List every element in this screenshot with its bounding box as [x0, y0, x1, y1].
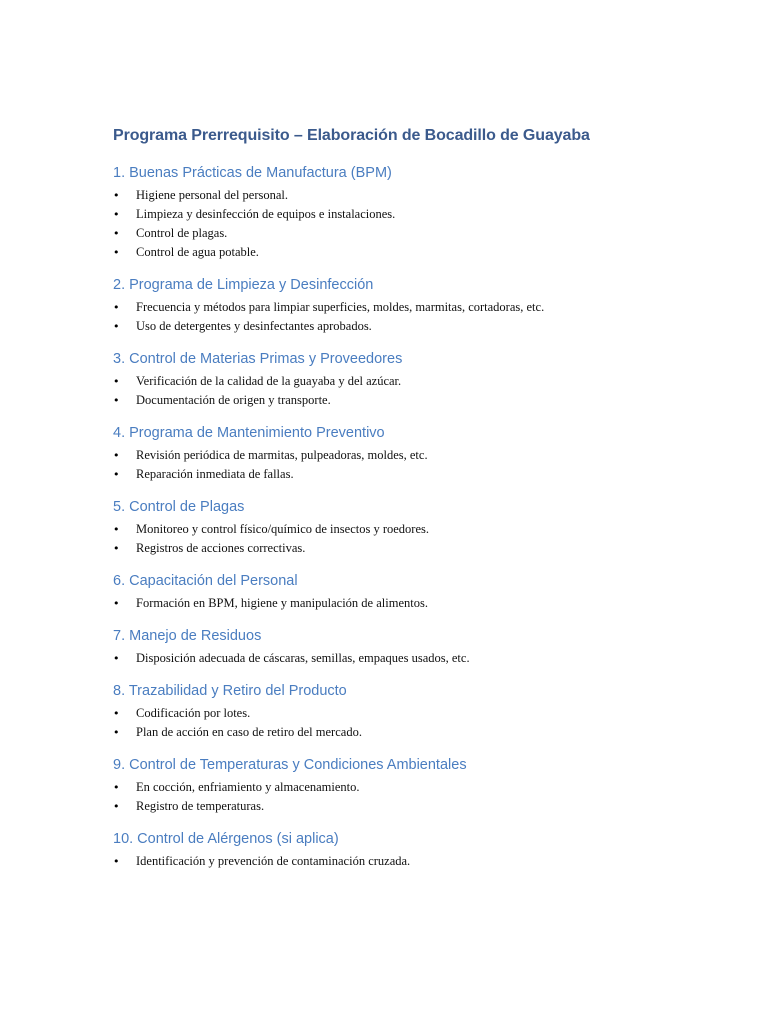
list-item-text: Documentación de origen y transporte.	[136, 393, 331, 407]
section-heading: 7. Manejo de Residuos	[113, 628, 262, 644]
section-3	[113, 348, 713, 410]
bullet-icon: •	[113, 301, 120, 314]
list-item	[113, 778, 713, 797]
list-item	[113, 704, 713, 723]
section-heading: 4. Programa de Mantenimiento Preventivo	[113, 425, 385, 441]
list-item-text: Formación en BPM, higiene y manipulación de alimentos.	[136, 596, 428, 610]
list-item	[113, 797, 713, 816]
list-item-text: Revisión periódica de marmitas, pulpeadoras, moldes, etc.	[136, 448, 428, 462]
list-item-text: Plan de acción en caso de retiro del mercado.	[136, 725, 362, 739]
document-body	[113, 124, 713, 871]
list-item	[113, 391, 713, 410]
bullet-icon: •	[113, 726, 120, 739]
bullet-icon: •	[113, 449, 120, 462]
bullet-list	[113, 778, 713, 816]
list-item	[113, 243, 713, 262]
list-item	[113, 723, 713, 742]
section-6	[113, 570, 713, 613]
list-item	[113, 317, 713, 336]
bullet-list	[113, 186, 713, 262]
bullet-icon: •	[113, 781, 120, 794]
list-item	[113, 298, 713, 317]
bullet-icon: •	[113, 542, 120, 555]
section-1	[113, 162, 713, 262]
section-heading: 5. Control de Plagas	[113, 499, 245, 515]
list-item-text: Registro de temperaturas.	[136, 799, 265, 813]
list-item-text: Monitoreo y control físico/químico de insectos y roedores.	[136, 522, 429, 536]
list-item	[113, 224, 713, 243]
list-item	[113, 649, 713, 668]
section-heading: 8. Trazabilidad y Retiro del Producto	[113, 683, 347, 699]
section-heading: 1. Buenas Prácticas de Manufactura (BPM)	[113, 165, 392, 181]
bullet-icon: •	[113, 246, 120, 259]
list-item-text: Verificación de la calidad de la guayaba y del azúcar.	[136, 374, 402, 388]
list-item	[113, 205, 713, 224]
section-heading: 3. Control de Materias Primas y Proveedores	[113, 351, 403, 367]
sections-container	[113, 162, 713, 871]
list-item	[113, 446, 713, 465]
list-item-text: Limpieza y desinfección de equipos e instalaciones.	[136, 207, 396, 221]
bullet-icon: •	[113, 320, 120, 333]
list-item-text: Higiene personal del personal.	[136, 188, 289, 202]
bullet-list	[113, 649, 713, 668]
list-item	[113, 594, 713, 613]
section-heading: 6. Capacitación del Personal	[113, 573, 298, 589]
section-7	[113, 625, 713, 668]
list-item-text: Frecuencia y métodos para limpiar superficies, moldes, marmitas, cortadoras, etc.	[136, 300, 545, 314]
list-item-text: Codificación por lotes.	[136, 706, 251, 720]
bullet-icon: •	[113, 394, 120, 407]
list-item-text: Identificación y prevención de contaminación cruzada.	[136, 854, 411, 868]
list-item-text: Disposición adecuada de cáscaras, semillas, empaques usados, etc.	[136, 651, 470, 665]
bullet-icon: •	[113, 227, 120, 240]
section-4	[113, 422, 713, 484]
bullet-icon: •	[113, 855, 120, 868]
bullet-list	[113, 372, 713, 410]
bullet-list	[113, 446, 713, 484]
list-item	[113, 852, 713, 871]
bullet-icon: •	[113, 523, 120, 536]
bullet-icon: •	[113, 597, 120, 610]
section-heading: 9. Control de Temperaturas y Condiciones Ambientales	[113, 757, 467, 773]
bullet-icon: •	[113, 208, 120, 221]
list-item-text: Control de plagas.	[136, 226, 228, 240]
bullet-list	[113, 298, 713, 336]
section-8	[113, 680, 713, 742]
list-item-text: En cocción, enfriamiento y almacenamiento.	[136, 780, 360, 794]
bullet-icon: •	[113, 375, 120, 388]
list-item-text: Uso de detergentes y desinfectantes aprobados.	[136, 319, 372, 333]
section-heading: 2. Programa de Limpieza y Desinfección	[113, 277, 374, 293]
bullet-list	[113, 852, 713, 871]
bullet-list	[113, 520, 713, 558]
section-2	[113, 274, 713, 336]
list-item	[113, 520, 713, 539]
list-item	[113, 465, 713, 484]
section-10	[113, 828, 713, 871]
bullet-list	[113, 704, 713, 742]
bullet-icon: •	[113, 652, 120, 665]
section-heading: 10. Control de Alérgenos (si aplica)	[113, 831, 339, 847]
bullet-icon: •	[113, 800, 120, 813]
list-item-text: Control de agua potable.	[136, 245, 259, 259]
section-5	[113, 496, 713, 558]
list-item	[113, 372, 713, 391]
bullet-icon: •	[113, 189, 120, 202]
list-item	[113, 539, 713, 558]
list-item-text: Reparación inmediata de fallas.	[136, 467, 294, 481]
list-item	[113, 186, 713, 205]
bullet-icon: •	[113, 707, 120, 720]
bullet-icon: •	[113, 468, 120, 481]
list-item-text: Registros de acciones correctivas.	[136, 541, 306, 555]
section-9	[113, 754, 713, 816]
bullet-list	[113, 594, 713, 613]
document-title: Programa Prerrequisito – Elaboración de Bocadillo de Guayaba	[113, 127, 590, 144]
